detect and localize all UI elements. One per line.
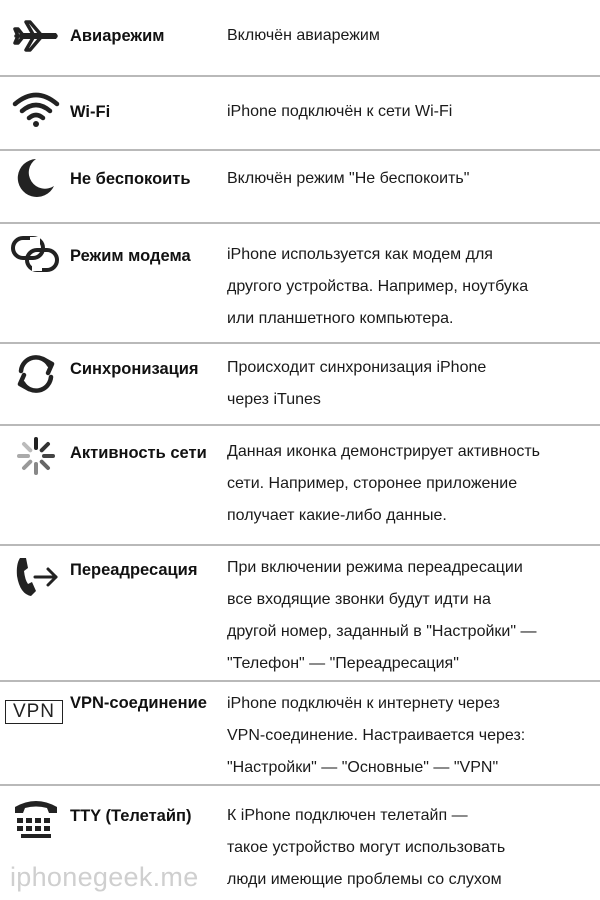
status-name: Активность сети [70, 444, 207, 462]
network-activity-spinner-icon [8, 432, 64, 480]
moon-icon [8, 154, 64, 202]
status-name: Переадресация [70, 561, 198, 579]
status-name: Wi-Fi [70, 103, 111, 121]
divider [0, 75, 600, 77]
status-name: Синхронизация [70, 360, 199, 378]
divider [0, 424, 600, 426]
tty-icon [8, 794, 64, 842]
status-description: К iPhone подключен телетайп — такое устройство могут использовать люди имеющие проблемы со слухом [227, 807, 506, 888]
divider [0, 149, 600, 151]
wifi-icon [8, 86, 64, 134]
airplane-icon [8, 12, 64, 60]
status-name: Авиарежим [70, 27, 165, 45]
status-description: Данная иконка демонстрирует активность сети. Например, сторонее приложение получает какие-либо данные. [227, 443, 541, 524]
status-description: iPhone подключён к сети Wi-Fi [227, 103, 453, 120]
watermark: iphonegeek.me [10, 862, 199, 892]
status-name: TTY (Телетайп) [70, 807, 192, 825]
sync-icon [8, 350, 64, 398]
status-description: iPhone подключён к интернету через VPN-соединение. Настраивается через: "Настройки" — "Основные" — "VPN" [227, 695, 526, 776]
status-description: Включён авиарежим [227, 27, 380, 44]
vpn-icon: VPN [2, 688, 66, 736]
status-name: VPN-соединение [70, 694, 207, 712]
divider [0, 544, 600, 546]
status-description: Включён режим "Не беспокоить" [227, 170, 470, 187]
divider [0, 222, 600, 224]
status-description: При включении режима переадресации все входящие звонки будут идти на другой номер, заданный в "Настройки" — "Телефон" — "Переадресация" [227, 559, 537, 672]
status-description: Происходит синхронизация iPhone через iTunes [227, 359, 487, 408]
status-description: iPhone используется как модем для другого устройства. Например, ноутбука или планшетного компьютера. [227, 246, 529, 327]
divider [0, 342, 600, 344]
personal-hotspot-icon [8, 230, 64, 278]
status-name: Режим модема [70, 247, 191, 265]
divider [0, 680, 600, 682]
status-name: Не беспокоить [70, 170, 191, 188]
call-forwarding-icon [8, 553, 64, 601]
divider [0, 784, 600, 786]
